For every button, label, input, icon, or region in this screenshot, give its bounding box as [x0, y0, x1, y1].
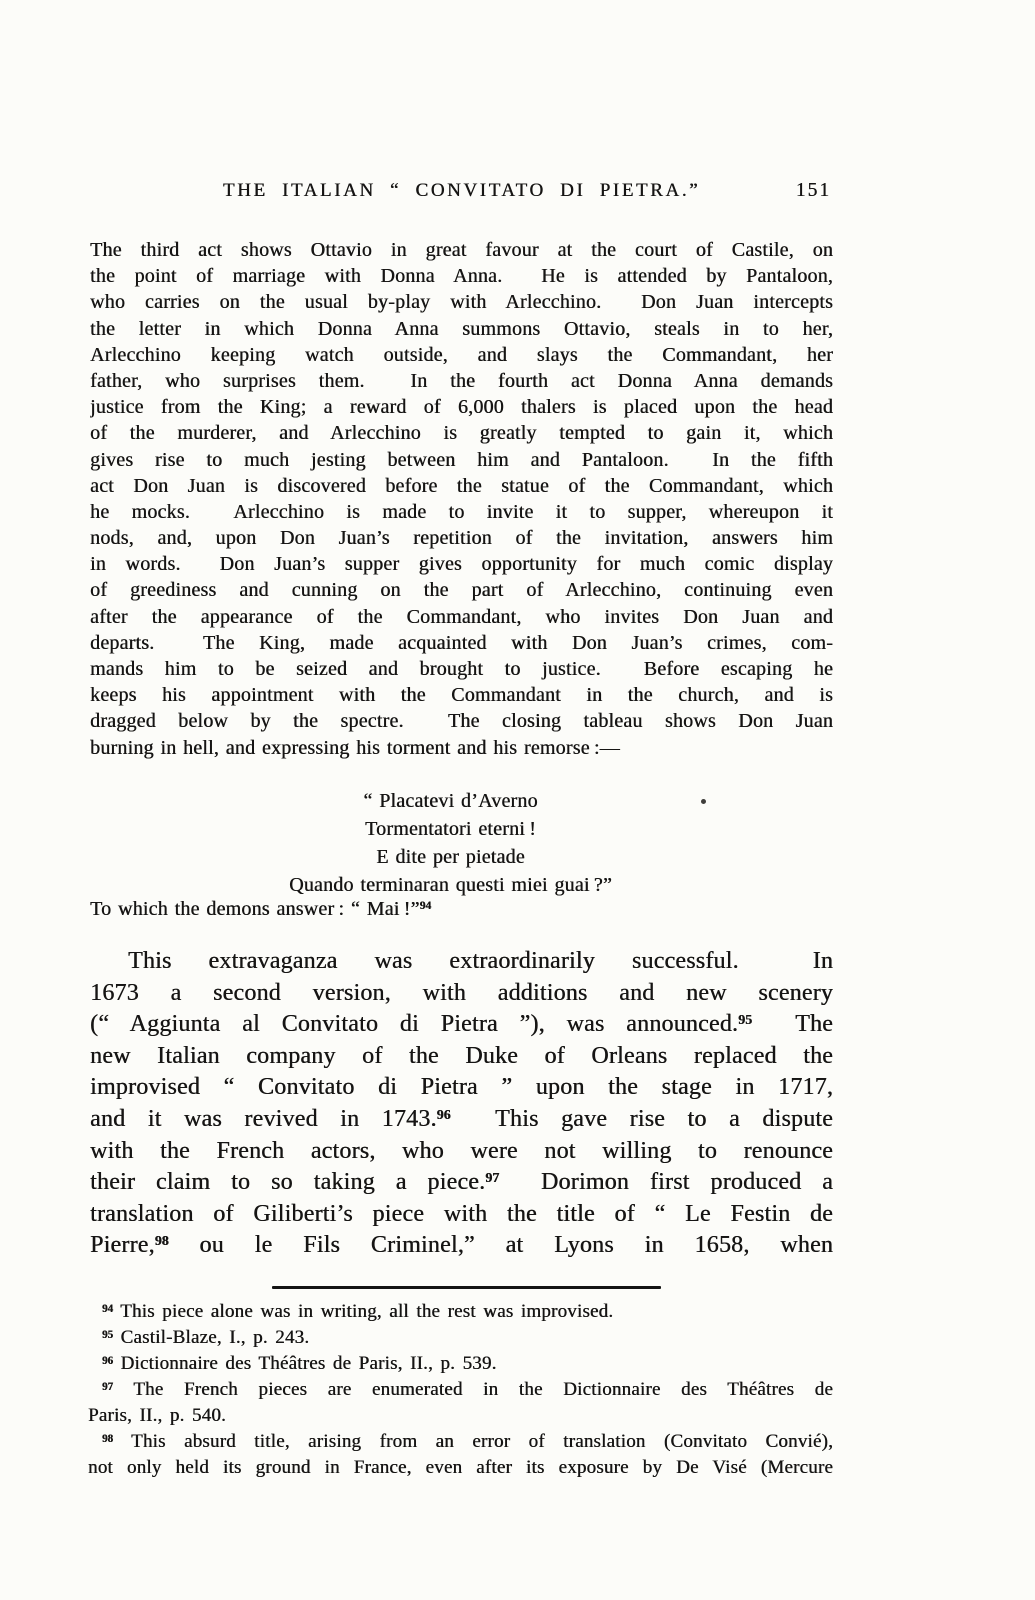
text-line: $^{94}$ This piece alone was in writing, all the rest was improvised.: [102, 1301, 614, 1322]
running-header: [90, 180, 833, 206]
text-line: translation of Giliberti’s piece with the title of “ Le Festin de: [90, 1200, 833, 1227]
page-number: 151: [795, 180, 831, 201]
text-line: $^{97}$ The French pieces are enumerated in the Dictionnaire des Théâtres de: [102, 1379, 833, 1400]
text-line: departs. The King, made acquainted with Don Juan’s crimes, com-: [90, 631, 833, 654]
text-line: of greediness and cunning on the part of Arlecchino, continuing even: [90, 579, 833, 602]
text-line: dragged below by the spectre. The closing tableau shows Don Juan: [90, 710, 833, 733]
footnotes-block: [88, 1299, 833, 1481]
text-line: keeps his appointment with the Commandant in the church, and is: [90, 684, 833, 707]
text-line: not only held its ground in France, even after its exposure by De Visé (Mercure: [88, 1457, 833, 1478]
text-line: the letter in which Donna Anna summons Ottavio, steals in to her,: [90, 317, 833, 340]
paragraph-act-summary: [90, 237, 833, 761]
text-line: of the murderer, and Arlecchino is greatly tempted to gain it, which: [90, 422, 833, 445]
text-line: Quando terminaran questi miei guai ?”: [289, 874, 612, 896]
text-line: and it was revived in 1743.96 This gave rise to a dispute: [90, 1105, 833, 1132]
verse-quotation: [79, 787, 822, 899]
text-line: in words. Don Juan’s supper gives opportunity for much comic display: [90, 553, 833, 576]
text-line: nods, and, upon Don Juan’s repetition of the invitation, answers him: [90, 527, 833, 550]
text-line: the point of marriage with Donna Anna. He is attended by Pantaloon,: [90, 265, 833, 288]
text-line: The third act shows Ottavio in great favour at the court of Castile, on: [90, 239, 833, 261]
text-line: justice from the King; a reward of 6,000 thalers is placed upon the head: [90, 396, 833, 419]
text-line: gives rise to much jesting between him and Pantaloon. In the fifth: [90, 448, 833, 471]
text-line: Pierre,$^{98}$ ou le Fils Criminel,” at Lyons in 1658, when: [90, 1232, 833, 1259]
text-line: $^{96}$ Dictionnaire des Théâtres de Paris, II., p. 539.: [102, 1353, 497, 1374]
footnote: [88, 1377, 833, 1429]
ink-speck: [701, 799, 706, 804]
text-line: mands him to be seized and brought to justice. Before escaping he: [90, 658, 833, 680]
text-line: their claim to so taking a piece.$^{97}$ Dorimon first produced a: [90, 1169, 833, 1196]
text-line: 1673 a second version, with additions and new scenery: [90, 979, 833, 1006]
text-line: who carries on the usual by-play with Arlecchino. Don Juan intercepts: [90, 291, 833, 314]
text-line: after the appearance of the Commandant, who invites Don Juan and: [90, 605, 833, 628]
text-line: with the French actors, who were not willing to renounce: [90, 1137, 833, 1164]
footnote: [88, 1325, 833, 1351]
text-line: he mocks. Arlecchino is made to invite it to supper, whereupon it: [90, 500, 833, 523]
text-line: (“ Aggiunta al Convitato di Pietra ”), was announced.$^{95}$ The: [90, 1011, 833, 1038]
footnote: [88, 1299, 833, 1325]
text-line: act Don Juan is discovered before the statue of the Commandant, which: [90, 474, 833, 497]
footnote: [88, 1429, 833, 1481]
demons-answer-line: [90, 896, 833, 922]
text-line: father, who surprises them. In the fourth act Donna Anna demands: [90, 369, 833, 392]
text-line: burning in hell, and expressing his torment and his remorse :—: [90, 736, 620, 759]
text-line: Arlecchino keeping watch outside, and slays the Commandant, her: [90, 343, 833, 366]
text-line: “ Placatevi d’Averno: [363, 790, 538, 812]
text-line: E dite per pietade: [376, 846, 525, 868]
text-line: Paris, II., p. 540.: [88, 1405, 226, 1426]
paragraph-extravaganza: [90, 946, 833, 1262]
page-title: THE ITALIAN “ CONVITATO DI PIETRA.”: [222, 180, 701, 201]
footnote-divider-rule: [272, 1286, 661, 1289]
text-line: new Italian company of the Duke of Orleans replaced the: [90, 1042, 833, 1069]
text-line: This extravaganza was extraordinarily successful. In: [128, 948, 833, 974]
text-line: $^{98}$ This absurd title, arising from an error of translation (Convitato Convié),: [102, 1431, 833, 1452]
text-line: To which the demons answer : “ Mai !”$^{94}$: [90, 898, 432, 920]
text-line: Tormentatori eterni !: [364, 818, 536, 840]
footnote: [88, 1351, 833, 1377]
text-line: $^{95}$ Castil-Blaze, I., p. 243.: [102, 1327, 310, 1348]
text-line: improvised “ Convitato di Pietra ” upon the stage in 1717,: [90, 1074, 833, 1101]
